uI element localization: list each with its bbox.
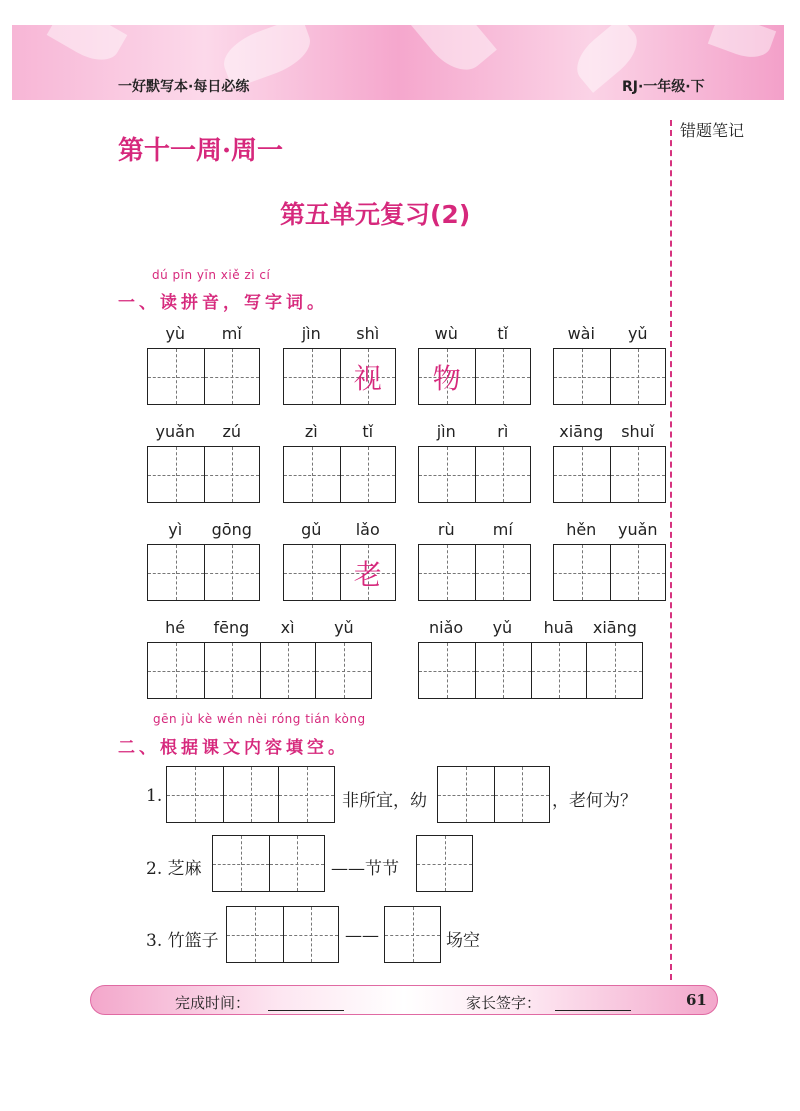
- word-pinyin: hé: [165, 618, 186, 637]
- lesson-title: 第五单元复习(2): [280, 200, 471, 229]
- answer-box[interactable]: [437, 766, 550, 823]
- header-left-text: 一好默写本·每日必练: [118, 79, 250, 95]
- word-pinyin: fēng: [213, 618, 250, 637]
- word-pinyin: yǔ: [492, 618, 513, 637]
- word-pinyin: gǔ: [301, 520, 322, 539]
- page-number: 61: [686, 991, 707, 1009]
- char-cell[interactable]: [204, 643, 260, 698]
- word-pinyin: niǎo: [429, 618, 464, 637]
- week-title: 第十一周·周一: [118, 136, 284, 166]
- word-pinyin: wài: [567, 324, 595, 343]
- char-cell[interactable]: [531, 643, 587, 698]
- char-cell[interactable]: [148, 349, 204, 404]
- char-cell[interactable]: [284, 447, 340, 502]
- parent-signature-label: 家长签字：: [466, 994, 542, 1012]
- word-pinyin: wù: [434, 324, 458, 343]
- word-pinyin: rù: [437, 520, 455, 539]
- completion-time-label: 完成时间：: [175, 994, 251, 1012]
- char-cell[interactable]: [340, 349, 396, 404]
- word-box[interactable]: [147, 544, 260, 601]
- question-1-end: ，老何为？: [552, 791, 637, 811]
- section1-title: 一、读拼音，写字词。: [118, 293, 328, 313]
- char-cell[interactable]: [475, 545, 531, 600]
- char-cell[interactable]: [554, 349, 610, 404]
- word-pinyin: yù: [165, 324, 186, 343]
- question-2-middle: ——节节: [331, 859, 399, 879]
- word-pinyin: zú: [222, 422, 242, 441]
- word-box[interactable]: [147, 642, 372, 699]
- word-pinyin: hěn: [566, 520, 597, 539]
- char-cell[interactable]: [148, 643, 204, 698]
- word-pinyin: xiāng: [592, 618, 637, 637]
- word-pinyin: yuǎn: [155, 422, 196, 441]
- parent-signature-field[interactable]: [555, 1010, 631, 1011]
- header-right-text: RJ·一年级·下: [622, 79, 705, 95]
- word-box[interactable]: [418, 348, 531, 405]
- word-pinyin: shì: [356, 324, 380, 343]
- word-box[interactable]: [147, 446, 260, 503]
- char-cell[interactable]: [148, 447, 204, 502]
- char-cell[interactable]: [419, 643, 475, 698]
- answer-box[interactable]: [226, 906, 339, 963]
- section2-pinyin: gēn jù kè wén nèi róng tián kòng: [153, 712, 366, 726]
- char-cell[interactable]: [419, 447, 475, 502]
- char-cell[interactable]: [315, 643, 371, 698]
- char-cell[interactable]: [284, 545, 340, 600]
- answer-box[interactable]: [416, 835, 473, 892]
- char-cell[interactable]: [204, 447, 260, 502]
- word-box[interactable]: [553, 544, 666, 601]
- word-box[interactable]: [418, 446, 531, 503]
- char-cell[interactable]: [610, 545, 666, 600]
- word-pinyin: yì: [168, 520, 183, 539]
- question-2-number: 2. 芝麻: [146, 859, 202, 879]
- char-cell[interactable]: [419, 349, 475, 404]
- notes-divider: [670, 120, 672, 980]
- word-pinyin: yǔ: [334, 618, 354, 637]
- word-pinyin: zì: [304, 422, 318, 441]
- word-pinyin: shuǐ: [621, 422, 655, 441]
- word-pinyin: huā: [543, 618, 574, 637]
- char-cell[interactable]: [554, 447, 610, 502]
- word-box[interactable]: [283, 446, 396, 503]
- char-cell[interactable]: [610, 447, 666, 502]
- char-cell[interactable]: [260, 643, 316, 698]
- char-cell[interactable]: [586, 643, 642, 698]
- section2-title: 二、根据课文内容填空。: [118, 738, 349, 758]
- word-box[interactable]: [418, 642, 643, 699]
- word-pinyin: yuǎn: [617, 520, 658, 539]
- word-box[interactable]: [283, 544, 396, 601]
- question-1-middle: 非所宜，幼: [342, 791, 427, 811]
- char-cell[interactable]: [148, 545, 204, 600]
- filled-char: 视: [353, 362, 382, 395]
- char-cell[interactable]: [204, 545, 260, 600]
- word-box[interactable]: [553, 446, 666, 503]
- question-3-middle: ——: [345, 926, 379, 946]
- char-cell[interactable]: [204, 349, 260, 404]
- word-pinyin: jìn: [301, 324, 321, 343]
- word-box[interactable]: [418, 544, 531, 601]
- word-box[interactable]: [283, 348, 396, 405]
- char-cell[interactable]: [475, 447, 531, 502]
- char-cell[interactable]: [340, 545, 396, 600]
- word-box[interactable]: [553, 348, 666, 405]
- answer-box[interactable]: [166, 766, 335, 823]
- char-cell[interactable]: [340, 447, 396, 502]
- word-pinyin: rì: [497, 422, 509, 441]
- word-pinyin: yǔ: [627, 324, 648, 343]
- word-pinyin: tǐ: [362, 422, 374, 441]
- section1-pinyin: dú pīn yīn xiě zì cí: [152, 268, 271, 282]
- word-pinyin: mǐ: [221, 324, 242, 343]
- word-pinyin: xì: [280, 618, 295, 637]
- word-pinyin: jìn: [436, 422, 456, 441]
- char-cell[interactable]: [554, 545, 610, 600]
- word-pinyin: xiāng: [559, 422, 604, 441]
- word-pinyin: gōng: [211, 520, 252, 539]
- answer-box[interactable]: [384, 906, 441, 963]
- completion-time-field[interactable]: [268, 1010, 344, 1011]
- word-pinyin: tǐ: [497, 324, 509, 343]
- char-cell[interactable]: [610, 349, 666, 404]
- question-1-number: 1.: [146, 786, 163, 806]
- char-cell[interactable]: [419, 545, 475, 600]
- word-box[interactable]: [147, 348, 260, 405]
- char-cell[interactable]: [475, 349, 531, 404]
- char-cell[interactable]: [284, 349, 340, 404]
- word-pinyin: lǎo: [355, 520, 380, 539]
- question-3-end: 场空: [446, 931, 480, 951]
- filled-char: 物: [432, 362, 461, 395]
- notes-title: 错题笔记: [680, 121, 745, 140]
- question-3-number: 3. 竹篮子: [146, 931, 219, 951]
- word-pinyin: mí: [492, 520, 513, 539]
- answer-box[interactable]: [212, 835, 325, 892]
- char-cell[interactable]: [475, 643, 531, 698]
- filled-char: 老: [353, 558, 382, 591]
